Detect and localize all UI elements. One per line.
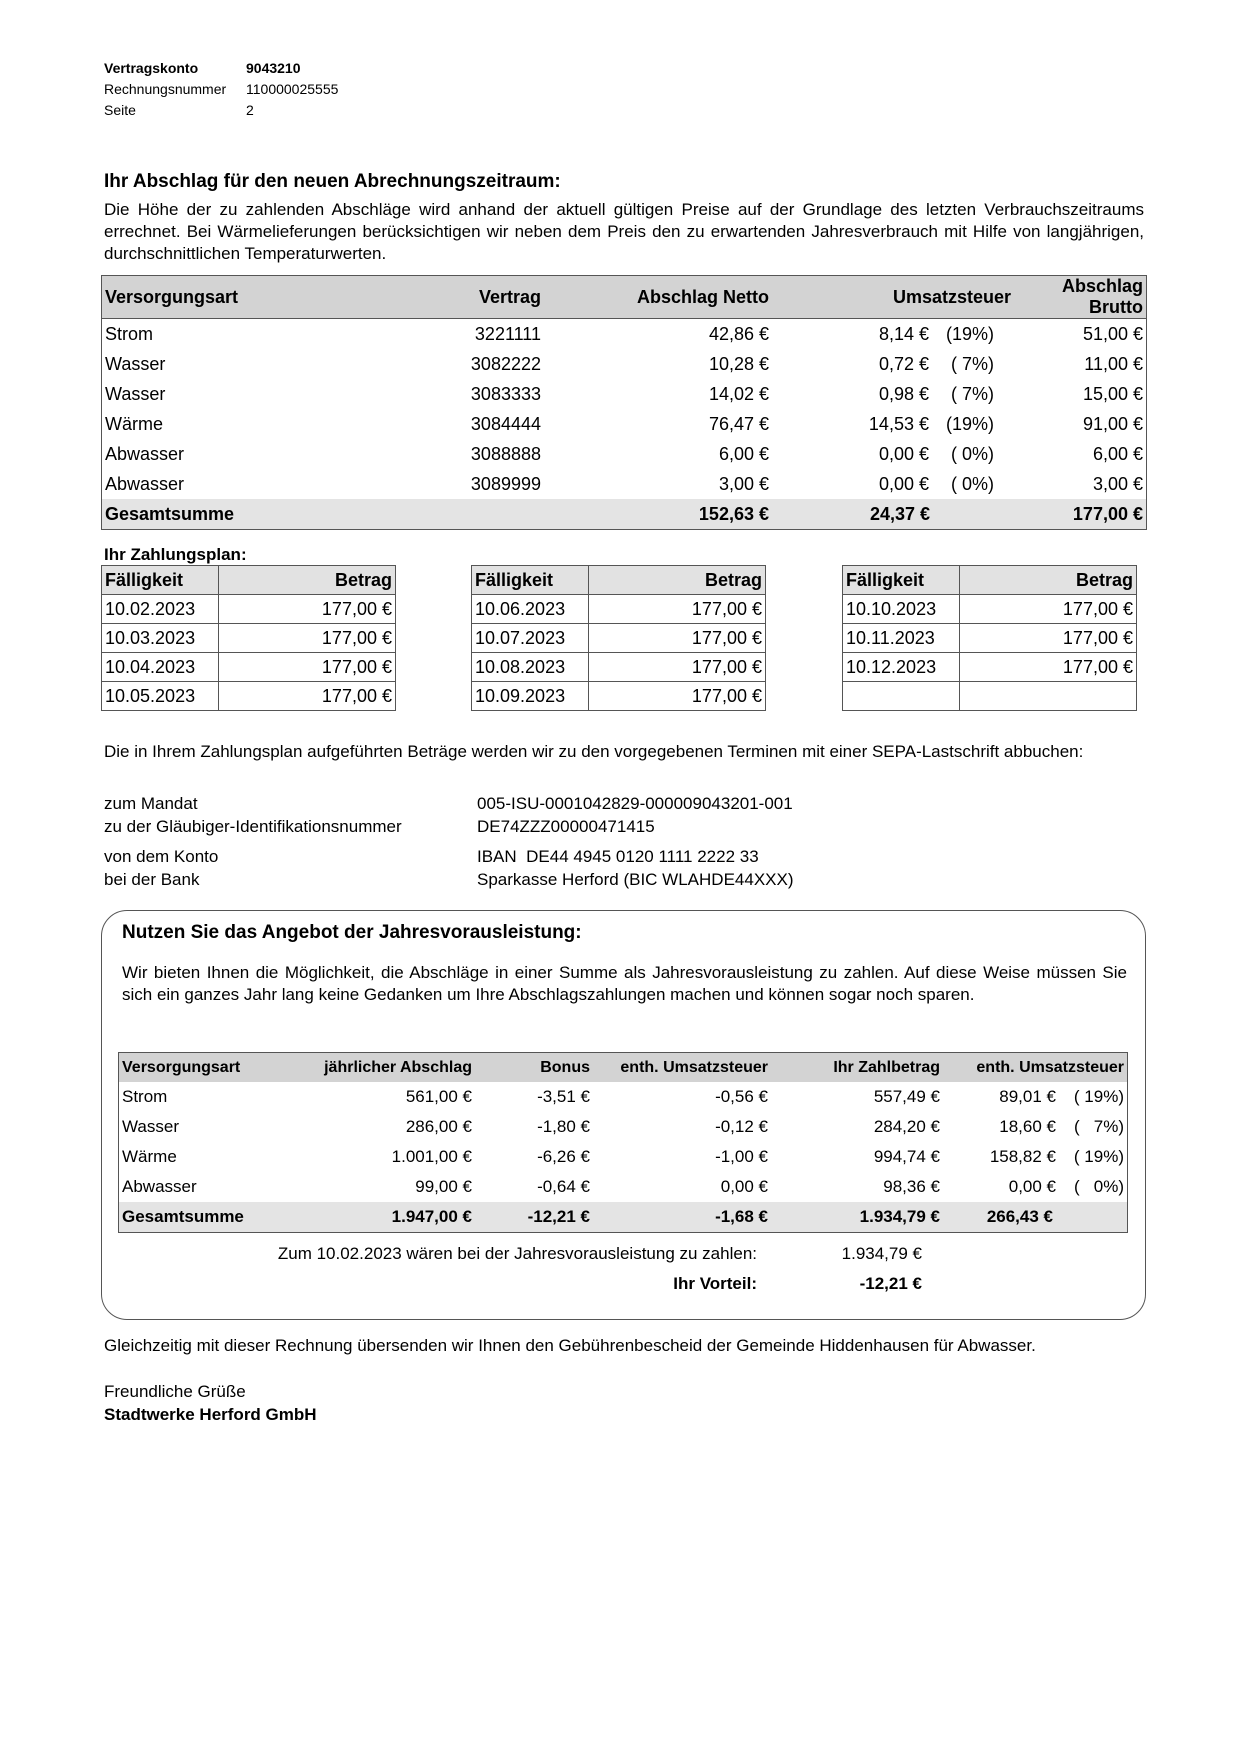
total-abschlag: 1.947,00 € bbox=[285, 1202, 475, 1233]
col-versorgungsart: Versorgungsart bbox=[119, 1053, 286, 1083]
versorgungsart-cell: Abwasser bbox=[105, 443, 185, 464]
table-header-row bbox=[119, 1053, 1128, 1083]
faelligkeit-cell: 10.11.2023 bbox=[843, 624, 960, 653]
bonus-cell: -3,51 € bbox=[537, 1087, 590, 1106]
versorgungsart-cell: Wasser bbox=[105, 383, 166, 404]
total-bonus: -12,21 € bbox=[475, 1202, 593, 1233]
betrag-cell: 177,00 € bbox=[589, 653, 766, 682]
vertrag-cell: 3089999 bbox=[470, 473, 541, 494]
col-betrag: Betrag bbox=[589, 566, 766, 595]
zahlungsplan-table-3 bbox=[842, 565, 1137, 711]
faelligkeit-cell: 10.05.2023 bbox=[102, 682, 219, 711]
table-row bbox=[119, 1082, 1128, 1112]
ust2-cell bbox=[943, 1142, 1128, 1172]
abwasser-note: Gleichzeitig mit dieser Rechnung übersenden wir Ihnen den Gebührenbescheid der Gemeinde Hiddenhausen für Abwasser. bbox=[104, 1336, 1036, 1355]
betrag-cell: 177,00 € bbox=[960, 595, 1137, 624]
betrag-cell bbox=[960, 682, 1137, 711]
betrag-cell: 177,00 € bbox=[589, 682, 766, 711]
abschlag-table bbox=[101, 275, 1147, 530]
brutto-cell: 91,00 € bbox=[1082, 413, 1143, 434]
ust2-rate: ( 19%) bbox=[1073, 1087, 1124, 1106]
col-versorgungsart: Versorgungsart bbox=[102, 276, 309, 319]
faelligkeit-cell: 10.04.2023 bbox=[102, 653, 219, 682]
faelligkeit-cell: 10.07.2023 bbox=[472, 624, 589, 653]
ust2-amount: 158,82 € bbox=[989, 1147, 1056, 1166]
col-enth-ust-2: enth. Umsatzsteuer bbox=[943, 1053, 1128, 1083]
versorgungsart-cell: Abwasser bbox=[105, 473, 185, 494]
faelligkeit-cell: 10.06.2023 bbox=[472, 595, 589, 624]
angebot-text: Wir bieten Ihnen die Möglichkeit, die Abschläge in einer Summe als Jahresvorausleistung zu zahlen. Auf diese Weise müssen Sie sich ein ganzes Jahr lang keine Gedanken um Ihre Abschlagszahlungen machen und können sogar noch sparen. bbox=[122, 963, 1127, 1004]
abschlag-text: Die Höhe der zu zahlenden Abschläge wird anhand der aktuell gültigen Preise auf der Grundlage des letzten Verbrauchszeitraums errechnet. Bei Wärmelieferungen berücksichtigen wir neben dem Preis den zu erwartenden Jahresverbrauch mit Hilfe von langjährigen, durchschnittlichen Temperaturwerten. bbox=[104, 200, 1144, 263]
col-betrag: Betrag bbox=[960, 566, 1137, 595]
ust2-cell bbox=[943, 1112, 1128, 1142]
table-header-row bbox=[472, 566, 766, 595]
table-row bbox=[843, 682, 1137, 711]
greeting: Freundliche Grüße bbox=[104, 1382, 246, 1401]
ust2-amount: 89,01 € bbox=[999, 1087, 1056, 1106]
abschlag-title: Ihr Abschlag für den neuen Abrechnungszeitraum: bbox=[104, 171, 561, 192]
table-row bbox=[472, 624, 766, 653]
ust-amount: 0,72 € bbox=[878, 353, 929, 374]
col-bonus: Bonus bbox=[475, 1053, 593, 1083]
ust2-rate: ( 19%) bbox=[1073, 1147, 1124, 1166]
table-row bbox=[102, 379, 1147, 409]
col-zahlbetrag: Ihr Zahlbetrag bbox=[771, 1053, 943, 1083]
table-row bbox=[102, 624, 396, 653]
table-row bbox=[119, 1172, 1128, 1202]
glaeubiger-label: zu der Gläubiger-Identifikationsnummer bbox=[104, 817, 402, 836]
vertragskonto-value: 9043210 bbox=[246, 60, 301, 76]
faelligkeit-cell: 10.09.2023 bbox=[472, 682, 589, 711]
table-row bbox=[843, 595, 1137, 624]
jahresvorausleistung-table bbox=[118, 1052, 1128, 1233]
iban-row bbox=[477, 845, 794, 868]
zahlungsplan-table-2 bbox=[471, 565, 766, 711]
bank-value: Sparkasse Herford (BIC WLAHDE44XXX) bbox=[477, 870, 794, 889]
table-row bbox=[102, 682, 396, 711]
total-ust2: 266,43 € bbox=[943, 1202, 1128, 1233]
seite-value: 2 bbox=[246, 102, 254, 118]
vorteil-value: -12,21 € bbox=[859, 1274, 922, 1293]
ust-rate: (19%) bbox=[945, 413, 994, 434]
col-vertrag: Vertrag bbox=[308, 276, 544, 319]
ust2-rate: ( 7%) bbox=[1073, 1117, 1124, 1136]
total-ust1: -1,68 € bbox=[593, 1202, 771, 1233]
ust2-rate: ( 0%) bbox=[1073, 1177, 1124, 1196]
ust-amount: 0,98 € bbox=[878, 383, 929, 404]
netto-cell: 3,00 € bbox=[718, 473, 769, 494]
netto-cell: 42,86 € bbox=[708, 323, 769, 344]
table-header-row bbox=[102, 276, 1147, 319]
rechnungsnummer-label: Rechnungsnummer bbox=[104, 81, 227, 97]
iban-value: DE44 4945 0120 1111 2222 33 bbox=[526, 847, 759, 866]
faelligkeit-cell: 10.10.2023 bbox=[843, 595, 960, 624]
company-name: Stadtwerke Herford GmbH bbox=[104, 1405, 317, 1424]
col-betrag: Betrag bbox=[219, 566, 396, 595]
seite-row bbox=[104, 100, 338, 121]
table-row bbox=[472, 595, 766, 624]
table-row bbox=[102, 439, 1147, 469]
umsatzsteuer-cell bbox=[772, 469, 1014, 499]
betrag-cell: 177,00 € bbox=[960, 653, 1137, 682]
table-row bbox=[843, 624, 1137, 653]
ust-amount: 8,14 € bbox=[878, 323, 929, 344]
betrag-cell: 177,00 € bbox=[219, 595, 396, 624]
table-row bbox=[119, 1112, 1128, 1142]
vertrag-cell: 3082222 bbox=[470, 353, 541, 374]
ust-rate: ( 0%) bbox=[950, 473, 994, 494]
brutto-cell: 11,00 € bbox=[1084, 353, 1143, 374]
umsatzsteuer-cell bbox=[772, 319, 1014, 350]
netto-cell: 14,02 € bbox=[708, 383, 769, 404]
glaeubiger-value: DE74ZZZ00000471415 bbox=[477, 817, 655, 836]
versorgungsart-cell: Wärme bbox=[105, 413, 163, 434]
mandat-label: zum Mandat bbox=[104, 794, 198, 813]
col-jaehrlicher-abschlag: jährlicher Abschlag bbox=[285, 1053, 475, 1083]
table-row bbox=[102, 595, 396, 624]
table-row bbox=[119, 1142, 1128, 1172]
rechnungsnummer-value: 110000025555 bbox=[246, 81, 339, 97]
brutto-cell: 15,00 € bbox=[1082, 383, 1143, 404]
angebot-title: Nutzen Sie das Angebot der Jahresvorausleistung: bbox=[122, 922, 582, 943]
betrag-cell: 177,00 € bbox=[219, 653, 396, 682]
sepa-values bbox=[477, 792, 794, 891]
vertrag-cell: 3084444 bbox=[470, 413, 541, 434]
table-row bbox=[102, 469, 1147, 499]
faelligkeit-cell: 10.02.2023 bbox=[102, 595, 219, 624]
versorgungsart-cell: Strom bbox=[122, 1087, 168, 1106]
ust-amount: 0,00 € bbox=[878, 443, 929, 464]
col-enth-ust-1: enth. Umsatzsteuer bbox=[593, 1053, 771, 1083]
betrag-cell: 177,00 € bbox=[589, 624, 766, 653]
col-abschlag-brutto: Abschlag Brutto bbox=[1014, 276, 1147, 319]
table-row bbox=[102, 349, 1147, 379]
zahlungsplan-table-1 bbox=[101, 565, 396, 711]
ust-cell: -1,00 € bbox=[715, 1147, 768, 1166]
vorteil-label: Ihr Vorteil: bbox=[673, 1274, 757, 1293]
table-row bbox=[472, 653, 766, 682]
total-brutto: 177,00 € bbox=[1014, 499, 1147, 530]
col-abschlag-netto: Abschlag Netto bbox=[544, 276, 772, 319]
sepa-labels bbox=[104, 792, 402, 891]
ust-cell: 0,00 € bbox=[720, 1177, 768, 1196]
zahlen-label: Zum 10.02.2023 wären bei der Jahresvorausleistung zu zahlen: bbox=[277, 1244, 757, 1263]
table-header-row bbox=[102, 566, 396, 595]
total-label: Gesamtsumme bbox=[119, 1202, 286, 1233]
faelligkeit-cell: 10.08.2023 bbox=[472, 653, 589, 682]
table-header-row bbox=[843, 566, 1137, 595]
bonus-cell: -1,80 € bbox=[537, 1117, 590, 1136]
netto-cell: 76,47 € bbox=[708, 413, 769, 434]
netto-cell: 6,00 € bbox=[718, 443, 769, 464]
table-row bbox=[843, 653, 1137, 682]
seite-label: Seite bbox=[104, 102, 136, 118]
ust2-cell bbox=[943, 1172, 1128, 1202]
abschlag-cell: 1.001,00 € bbox=[391, 1147, 472, 1166]
brutto-cell: 3,00 € bbox=[1092, 473, 1143, 494]
versorgungsart-cell: Wasser bbox=[122, 1117, 179, 1136]
bank-label: bei der Bank bbox=[104, 870, 200, 889]
empty-cell bbox=[308, 499, 544, 530]
vertrag-cell: 3088888 bbox=[470, 443, 541, 464]
mandat-value: 005-ISU-0001042829-000009043201-001 bbox=[477, 794, 793, 813]
ust-rate: ( 7%) bbox=[950, 383, 994, 404]
ust-rate: (19%) bbox=[945, 323, 994, 344]
versorgungsart-cell: Wärme bbox=[122, 1147, 177, 1166]
vertragskonto-label: Vertragskonto bbox=[104, 60, 199, 76]
ust-cell: -0,12 € bbox=[715, 1117, 768, 1136]
table-row bbox=[472, 682, 766, 711]
ust-amount: 14,53 € bbox=[868, 413, 929, 434]
rechnungsnummer-row bbox=[104, 79, 338, 100]
ust2-amount: 18,60 € bbox=[999, 1117, 1056, 1136]
umsatzsteuer-cell bbox=[772, 409, 1014, 439]
table-row bbox=[102, 319, 1147, 350]
betrag-cell: 177,00 € bbox=[219, 624, 396, 653]
bonus-cell: -0,64 € bbox=[537, 1177, 590, 1196]
netto-cell: 10,28 € bbox=[708, 353, 769, 374]
zahlbetrag-cell: 557,49 € bbox=[873, 1087, 940, 1106]
col-faelligkeit: Fälligkeit bbox=[102, 566, 219, 595]
ust-rate: ( 7%) bbox=[950, 353, 994, 374]
abschlag-cell: 99,00 € bbox=[415, 1177, 472, 1196]
betrag-cell: 177,00 € bbox=[589, 595, 766, 624]
table-row bbox=[102, 653, 396, 682]
total-zahlbetrag: 1.934,79 € bbox=[771, 1202, 943, 1233]
iban-label: IBAN bbox=[477, 847, 517, 866]
faelligkeit-cell: 10.12.2023 bbox=[843, 653, 960, 682]
ust2-amount: 0,00 € bbox=[1008, 1177, 1056, 1196]
ust-rate: ( 0%) bbox=[950, 443, 994, 464]
versorgungsart-cell: Wasser bbox=[105, 353, 166, 374]
bonus-cell: -6,26 € bbox=[537, 1147, 590, 1166]
col-faelligkeit: Fälligkeit bbox=[843, 566, 960, 595]
col-umsatzsteuer: Umsatzsteuer bbox=[772, 276, 1014, 319]
konto-label: von dem Konto bbox=[104, 847, 219, 866]
faelligkeit-cell: 10.03.2023 bbox=[102, 624, 219, 653]
total-row bbox=[102, 499, 1147, 530]
abschlag-cell: 561,00 € bbox=[405, 1087, 472, 1106]
ust-amount: 0,00 € bbox=[878, 473, 929, 494]
sepa-text: Die in Ihrem Zahlungsplan aufgeführten Beträge werden wir zu den vorgegebenen Terminen mit einer SEPA-Lastschrift abbuchen: bbox=[104, 742, 1084, 761]
abschlag-cell: 286,00 € bbox=[405, 1117, 472, 1136]
betrag-cell: 177,00 € bbox=[960, 624, 1137, 653]
total-label: Gesamtsumme bbox=[102, 499, 309, 530]
vertragskonto-row bbox=[104, 58, 338, 79]
zahlbetrag-cell: 98,36 € bbox=[883, 1177, 940, 1196]
document-header bbox=[104, 58, 338, 121]
col-faelligkeit: Fälligkeit bbox=[472, 566, 589, 595]
betrag-cell: 177,00 € bbox=[219, 682, 396, 711]
zahlen-value: 1.934,79 € bbox=[841, 1244, 922, 1263]
ust2-cell bbox=[943, 1082, 1128, 1112]
versorgungsart-cell: Strom bbox=[105, 323, 154, 344]
zahlbetrag-cell: 284,20 € bbox=[873, 1117, 940, 1136]
vertrag-cell: 3083333 bbox=[470, 383, 541, 404]
zahlungsplan-title: Ihr Zahlungsplan: bbox=[104, 545, 247, 564]
total-row bbox=[119, 1202, 1128, 1233]
total-netto: 152,63 € bbox=[544, 499, 772, 530]
faelligkeit-cell bbox=[843, 682, 960, 711]
brutto-cell: 6,00 € bbox=[1092, 443, 1143, 464]
vertrag-cell: 3221111 bbox=[474, 323, 541, 344]
zahlbetrag-cell: 994,74 € bbox=[873, 1147, 940, 1166]
total-ust: 24,37 € bbox=[772, 499, 1014, 530]
table-row bbox=[102, 409, 1147, 439]
umsatzsteuer-cell bbox=[772, 439, 1014, 469]
umsatzsteuer-cell bbox=[772, 349, 1014, 379]
ust-cell: -0,56 € bbox=[715, 1087, 768, 1106]
versorgungsart-cell: Abwasser bbox=[122, 1177, 197, 1196]
umsatzsteuer-cell bbox=[772, 379, 1014, 409]
brutto-cell: 51,00 € bbox=[1082, 323, 1143, 344]
